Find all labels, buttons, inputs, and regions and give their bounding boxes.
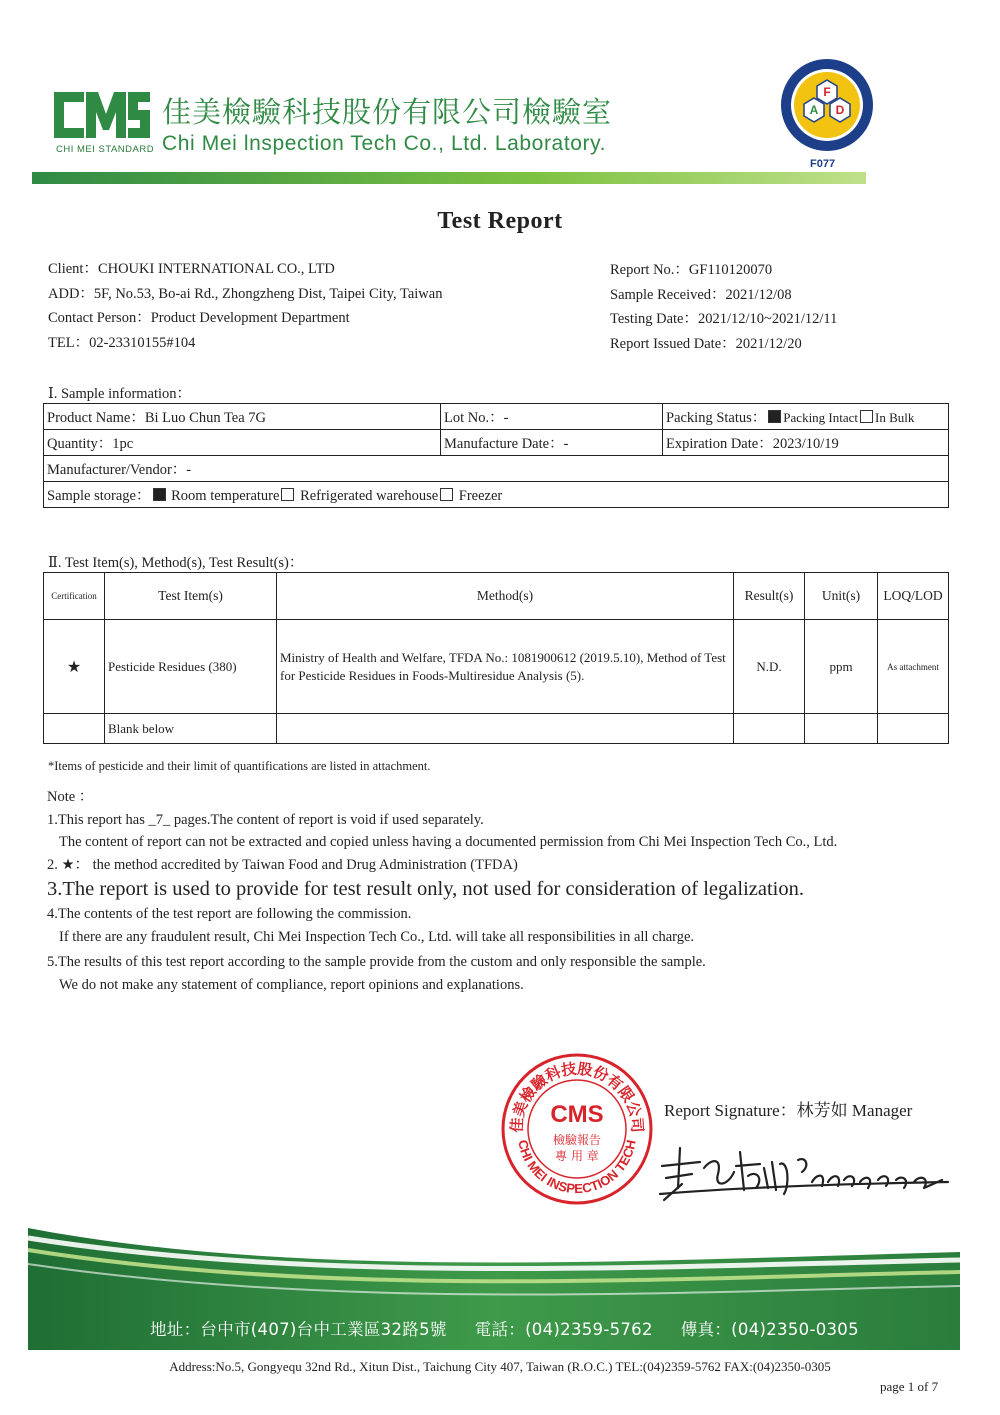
in-bulk-label: In Bulk [875,410,915,425]
expiration-date-cell: Expiration Date：2023/10/19 [663,430,949,456]
notes-section [47,786,837,996]
empty-cell [805,714,878,744]
checkbox-checked-icon [153,488,166,501]
table-row [44,714,949,744]
empty-cell [277,714,734,744]
checkbox-empty-icon [281,488,294,501]
stamp-logo: CMS [550,1101,604,1128]
packing-intact-label: Packing Intact [783,410,859,425]
footer-english-address: Address:No.5, Gongyequ 32nd Rd., Xitun Dist., Taichung City 407, Taiwan (R.O.C.) TEL:(04)2359-5762 FAX:(04)2350-0305 [169,1359,831,1374]
client-tel: TEL：02-23310155#104 [48,334,196,351]
company-name-chinese: 佳美檢驗科技股份有限公司檢驗室 [162,95,613,129]
result-cell: N.D. [734,620,805,714]
checkbox-empty-icon [860,410,873,423]
logo-subtitle: CHI MEI STANDARD [56,144,155,155]
lot-number-cell: Lot No.：- [441,404,663,430]
sample-info-heading: Ⅰ. Sample information： [48,386,192,402]
storage-room-label: Room temperature [171,488,280,504]
product-name-cell: Product Name：Bi Luo Chun Tea 7G [44,404,441,430]
report-info [610,258,837,356]
table-row [44,620,949,714]
report-signature-label: Report Signature：林芳如 Manager [664,1101,913,1120]
stamp-center-line-1: 檢驗報告 [552,1133,602,1147]
packing-status-cell [663,404,949,430]
loq-cell: As attachment [878,620,949,714]
stamp-top-text: 佳美檢驗科技股份有限公司 [507,1059,647,1134]
header-certification: Certification [44,573,105,620]
sample-received: Sample Received：2021/12/08 [610,286,792,303]
empty-cell [734,714,805,744]
manufacture-date-cell: Manufacture Date：- [441,430,663,456]
empty-cell [44,714,105,744]
footer-chinese-contact [150,1316,887,1340]
handwritten-signature [652,1138,952,1208]
header-test-item: Test Item(s) [105,573,277,620]
storage-refrigerated-label: Refrigerated warehouse [300,488,439,504]
note-3: 3.The report is used to provide for test result only, not used for consideration of legalization. [47,878,804,900]
storage-label: Sample storage： [47,488,151,504]
header-method: Method(s) [277,573,734,620]
notes-label: Note ： [47,789,94,805]
client-address: ADD：5F, No.53, Bo-ai Rd., Zhongzheng Dist, Taipei City, Taiwan [48,285,443,302]
note-4: 4.The contents of the test report are following the commission. [47,906,412,922]
footer-fax-cn: 傳真：(04)2350-0305 [680,1320,859,1339]
fda-accreditation-seal [780,58,874,152]
test-item-cell: Pesticide Residues (380) [105,620,277,714]
company-seal-stamp [500,1052,654,1206]
checkbox-empty-icon [440,488,453,501]
sample-storage-cell [44,482,949,508]
client-contact: Contact Person：Product Development Department [48,310,350,326]
page-number: page 1 of 7 [880,1379,939,1394]
header-result: Result(s) [734,573,805,620]
report-number: Report No.：GF110120070 [610,262,773,278]
packing-status-label: Packing Status： [666,410,767,426]
header-divider [32,172,866,184]
client-info [48,257,442,355]
header-unit: Unit(s) [805,573,878,620]
blank-below-cell: Blank below [105,714,277,744]
note-2: 2. ★： the method accredited by Taiwan Food and Drug Administration (TFDA) [47,856,518,873]
attachment-footnote: *Items of pesticide and their limit of quantifications are listed in attachment. [48,759,431,773]
manufacturer-cell: Manufacturer/Vendor：- [44,456,949,482]
header-loq: LOQ/LOD [878,573,949,620]
sample-info-table [43,403,949,508]
testing-date: Testing Date：2021/12/10~2021/12/11 [610,311,838,327]
storage-freezer-label: Freezer [458,488,503,504]
fda-letter-f: F [823,85,831,99]
client-name: Client：CHOUKI INTERNATIONAL CO., LTD [48,261,335,277]
note-5: 5.The results of this test report according to the sample provide from the custom and only responsible the sample. [47,954,706,970]
company-logo [54,86,150,144]
report-issued-date: Report Issued Date：2021/12/20 [610,335,802,352]
empty-cell [878,714,949,744]
note-1-cont: The content of report can not be extracted and copied unless having a documented permission from Chi Mei Inspection Tech Co., Ltd. [59,834,838,850]
note-4-cont: If there are any fraudulent result, Chi Mei Inspection Tech Co., Ltd. will take all responsibilities in all charge. [59,928,695,945]
fda-letter-d: D [835,103,845,117]
test-results-table [43,572,949,744]
fda-letter-a: A [809,103,819,117]
note-1: 1.This report has _7_ pages.The content of report is void if used separately. [47,811,484,828]
checkbox-checked-icon [768,410,781,423]
note-5-cont: We do not make any statement of compliance, report opinions and explanations. [59,976,524,993]
fda-code: F077 [810,158,836,170]
method-cell: Ministry of Health and Welfare, TFDA No.: 1081900612 (2019.5.10), Method of Test for Pesticide Residues in Foods-Multiresidue Analysis (5). [277,620,734,714]
unit-cell: ppm [805,620,878,714]
footer-address-cn: 地址：台中市(407)台中工業區32路5號 [150,1320,447,1339]
certification-star-icon: ★ [44,620,105,714]
stamp-center-line-2: 專 用 章 [555,1149,599,1163]
footer-phone-cn: 電話：(04)2359-5762 [474,1320,653,1339]
stamp-bottom-text: CHI MEI INSPECTION TECH [515,1138,639,1197]
company-name-english: Chi Mei lnspection Tech Co., Ltd. Laboratory. [162,132,607,155]
test-section-heading: Ⅱ. Test Item(s), Method(s), Test Result(s)： [48,555,304,571]
document-title: Test Report [437,208,563,234]
quantity-cell: Quantity：1pc [44,430,441,456]
